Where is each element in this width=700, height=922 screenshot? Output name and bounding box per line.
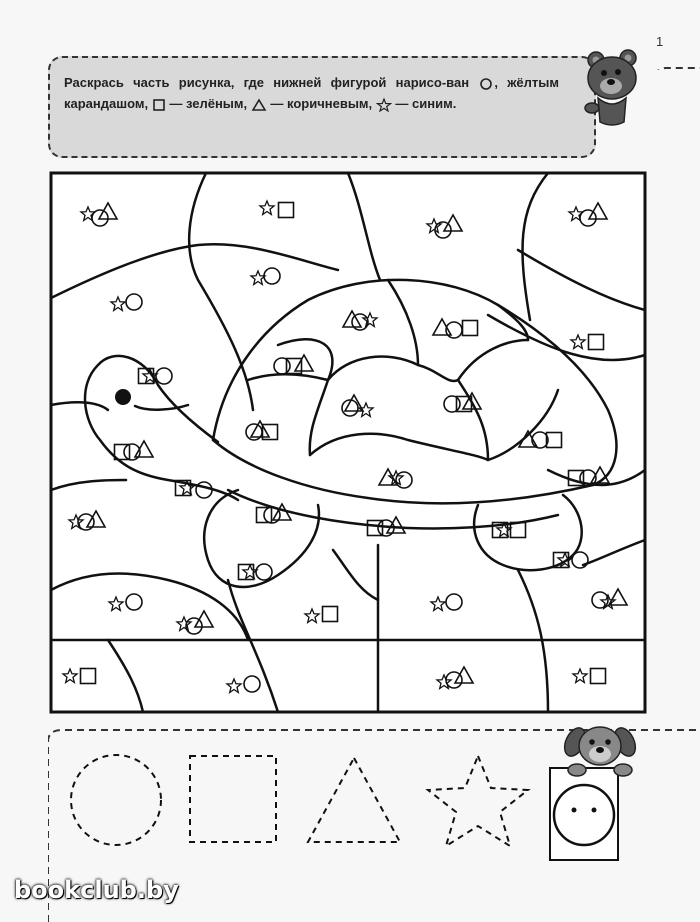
tracing-square-icon — [190, 756, 276, 842]
instruction-part-3: — зелёным, — [169, 96, 248, 111]
instruction-part-5: — синим. — [395, 96, 457, 111]
instruction-text — [64, 72, 559, 114]
bear-icon — [578, 48, 644, 128]
triangle-icon — [251, 98, 267, 112]
page-number: 1 — [656, 34, 664, 49]
square-icon — [152, 98, 166, 112]
instruction-part-4: — коричневым, — [270, 96, 373, 111]
watermark: bookclub.by — [14, 876, 179, 904]
turtle-coloring-picture — [48, 170, 648, 715]
dog-icon — [555, 720, 645, 778]
tracing-star-icon — [428, 756, 528, 846]
tracing-circle-icon — [71, 755, 161, 845]
instruction-part-2: , жёлтым карандашом, — [64, 75, 559, 111]
circle-icon — [478, 77, 494, 91]
instruction-part-1: Раскрась часть рисунка, где нижней фигурой нарисо-ван — [64, 75, 470, 90]
star-icon — [376, 98, 392, 112]
tracing-triangle-icon — [308, 758, 400, 842]
